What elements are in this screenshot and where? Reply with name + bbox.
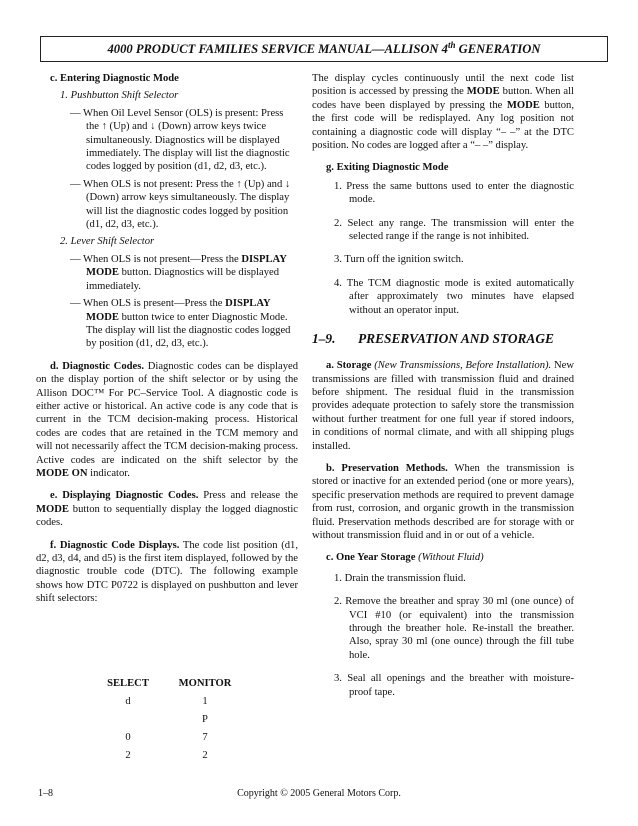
section-a-text: New transmissions are filled with transmission fluid and drained before shipment. The residual fluid in the transmission provides adequate protection to safely store the transmission without further treatment for one full year if stored indoors, in conditions of normal climate, and with all shipping plugs installed. — [312, 360, 575, 452]
header-title-end: GENERATION — [455, 42, 541, 56]
header-title-sup: th — [447, 39, 456, 50]
table-row — [94, 731, 248, 749]
right-column — [312, 72, 574, 699]
table-cell: P — [202, 714, 208, 725]
lever-item-1-pre: — When OLS is not present—Press the — [70, 253, 242, 265]
section-e-heading: e. Displaying Diagnostic Codes. — [50, 490, 199, 502]
storage-step-3: 3. Seal all openings and the breather with moisture-proof tape. — [334, 673, 574, 698]
table-cell: 1 — [202, 696, 208, 707]
section-e — [36, 489, 298, 529]
table-cell: 0 — [125, 732, 131, 743]
section-g-heading: g. Exiting Diagnostic Mode — [326, 162, 449, 174]
exit-step-2: 2. Select any range. The transmission will enter the selected range if the range is not inhibited. — [334, 217, 574, 243]
lever-item-2-pre: — When OLS is present—Press the — [70, 298, 226, 310]
exit-step-3: 3. Turn off the ignition switch. — [334, 254, 464, 266]
lever-item-2 — [70, 297, 298, 351]
section-f-heading: f. Diagnostic Code Displays. — [50, 539, 180, 551]
section-c-heading: c. Entering Diagnostic Mode — [50, 73, 179, 84]
lever-item-2-post: button twice to enter Diagnostic Mode. The display will list the diagnostic codes logged by position (d1, d2, d3, etc.). — [86, 311, 291, 350]
section-b — [312, 462, 574, 542]
storage-step-2: 2. Remove the breather and spray 30 ml (one ounce) of VCI #10 (or equivalent) into the transmission through the breather hole. Re-install the breather. Also, spray 30 ml (one ounce) through the fill tube hole. — [334, 596, 574, 661]
pushbutton-heading: 1. Pushbutton Shift Selector — [60, 90, 179, 102]
continued-text-2: button. When all codes have been displayed by pressing the — [312, 86, 574, 111]
table-row — [94, 749, 248, 767]
pushbutton-item-1: — When Oil Level Sensor (OLS) is present: Press the ↑ (Up) and ↓ (Down) arrow keys twice simultaneously. Diagnostics will be displayed immediately. The display will list the diagnostic codes logged by position (d1, d2, d3, etc.). — [70, 107, 290, 173]
section-a-heading: a. Storage — [326, 360, 372, 372]
table-cell: 2 — [125, 750, 131, 761]
page-header — [40, 36, 608, 62]
section-1-9-heading — [312, 331, 574, 347]
table-cell — [94, 713, 162, 731]
storage-step-1: 1. Drain the transmission fluid. — [334, 572, 466, 584]
table-cell: d — [125, 696, 131, 707]
section-c-storage-heading — [326, 551, 574, 564]
continued-text-3: button, the first code will be redisplayed. Any log position not containing a diagnostic code will display “– –” at the DTC position. No codes are logged after a “– –” display. — [312, 99, 575, 152]
section-e-text1: Press and release the — [198, 490, 298, 502]
header-title: 4000 PRODUCT FAMILIES SERVICE MANUAL—ALLISON 4 — [107, 42, 448, 56]
section-f — [36, 539, 298, 606]
lever-item-1-bold: DISPLAY MODE — [86, 253, 287, 279]
section-c-storage-italic: (Without Fluid) — [415, 552, 484, 564]
continued-text-1: The display cycles continuously until the next code list position is accessed by pressing the — [312, 73, 574, 98]
section-a — [312, 359, 574, 453]
exit-step-1: 1. Press the same buttons used to enter the diagnostic mode. — [334, 180, 574, 206]
section-b-heading: b. Preservation Methods. — [326, 462, 448, 474]
table-row — [94, 713, 248, 731]
section-d-text: Diagnostic codes can be displayed on the display portion of the shift selector or by using the Allison DOC™ For PC–Service Tool. A diagnostic code is either active or historical. An active code is any code that is current in the TCM decision-making process. Historical codes are codes that are retained in the TCM memory and will not necessarily affect the TCM decision-making process. Active codes are indicated on the shift selector by the — [36, 360, 298, 466]
section-title: PRESERVATION AND STORAGE — [358, 331, 554, 347]
section-f-text: The code list position (d1, d2, d3, d4, and d5) is the first item displayed, followed by the diagnostic trouble code (DTC). The following example shows how DTC P0722 is displayed on pushbutton and lever shift selectors: — [36, 539, 298, 605]
section-d-end: indicator. — [87, 467, 130, 479]
table-row — [94, 695, 248, 713]
left-column — [36, 72, 298, 606]
exit-step-4: 4. The TCM diagnostic mode is exited automatically after approximately two minutes have elapsed without an operator input. — [334, 277, 574, 316]
table-cell: 7 — [202, 732, 208, 743]
table-header-row — [94, 677, 248, 695]
section-c-storage-bold: c. One Year Storage — [326, 552, 416, 564]
continued-paragraph — [312, 72, 574, 152]
section-e-text2: button to sequentially display the logged diagnostic codes. — [36, 503, 298, 529]
lever-item-1 — [70, 253, 298, 293]
continued-bold-1: MODE — [466, 86, 500, 98]
lever-heading: 2. Lever Shift Selector — [60, 236, 155, 248]
section-d-bold: MODE ON — [36, 467, 88, 479]
section-number: 1–9. — [312, 331, 336, 347]
section-d — [36, 360, 298, 481]
code-display-table — [94, 677, 248, 767]
section-d-heading: d. Diagnostic Codes. — [50, 360, 144, 372]
section-a-italic: (New Transmissions, Before Installation). — [371, 360, 552, 372]
table-cell: 2 — [202, 750, 208, 761]
continued-bold-2: MODE — [506, 99, 540, 111]
section-e-bold: MODE — [36, 503, 69, 515]
table-header-monitor: MONITOR — [178, 678, 232, 689]
copyright: Copyright © 2005 General Motors Corp. — [237, 788, 401, 799]
lever-item-1-post: button. Diagnostics will be displayed immediately. — [86, 267, 280, 292]
section-b-text: When the transmission is stored or inactive for an extended period (one or more years), specific preservation methods are required to prevent damage from rust, corrosion, and organic growth in the transmission fluid. Preservation methods described are for storage with or without transmission fluid and in or out of a vehicle. — [312, 462, 575, 541]
table-header-select: SELECT — [107, 678, 149, 689]
page-number: 1–8 — [38, 788, 53, 799]
lever-item-2-bold: DISPLAY MODE — [86, 298, 271, 323]
pushbutton-item-2: — When OLS is not present: Press the ↑ (Up) and ↓ (Down) arrow keys simultaneously. The display will list the diagnostic codes logged by position (d1, d2, d3, etc.). — [70, 178, 291, 231]
